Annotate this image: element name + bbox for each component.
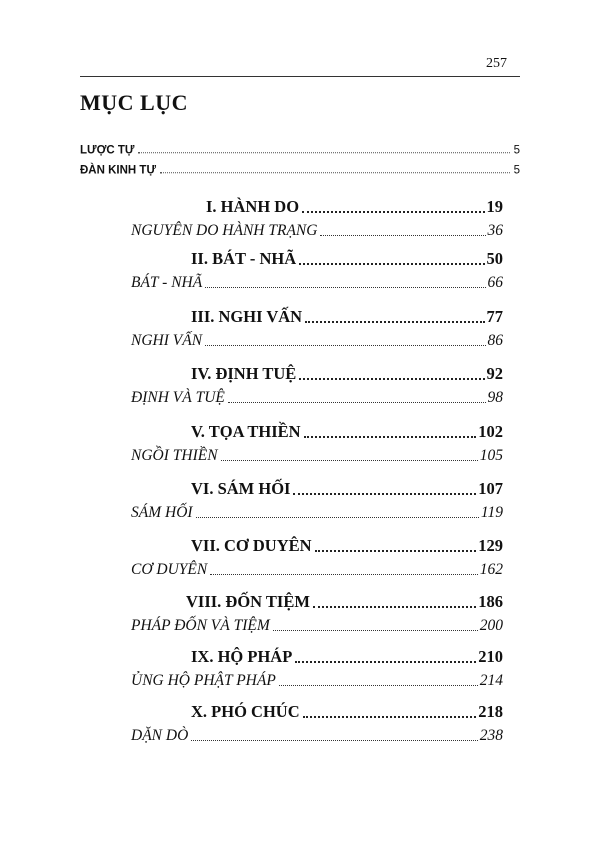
subsection-title: NGỒI THIỀN <box>131 447 218 464</box>
subsection-entry[interactable] <box>131 721 503 745</box>
chapter-entry[interactable] <box>131 698 503 722</box>
dot-leader <box>293 492 476 495</box>
dot-leader <box>221 459 478 461</box>
chapter-page: 186 <box>478 592 503 611</box>
dot-leader <box>295 660 476 663</box>
dot-leader <box>205 286 485 288</box>
toc-entry[interactable] <box>80 160 520 177</box>
subsection-title: SÁM HỐI <box>131 504 193 521</box>
subsection-entry[interactable] <box>131 555 503 579</box>
subsection-entry[interactable] <box>131 498 503 522</box>
dot-leader <box>138 151 509 153</box>
dot-leader <box>304 435 477 438</box>
toc-entry-title: LƯỢC TỰ <box>80 143 135 157</box>
chapter-page: 77 <box>486 307 503 326</box>
chapter-page: 210 <box>478 647 503 666</box>
toc-title: MỤC LỤC <box>80 90 188 115</box>
dot-leader <box>302 210 484 213</box>
toc-entry-title: ĐÀN KINH TỰ <box>80 163 156 177</box>
subsection-title: DẶN DÒ <box>131 727 189 744</box>
dot-leader <box>315 549 477 552</box>
chapter-page: 107 <box>478 479 503 498</box>
dot-leader <box>228 401 486 403</box>
dot-leader <box>160 171 510 173</box>
chapter-heading: VI. SÁM HỐI <box>191 479 291 498</box>
chapter-page: 218 <box>478 702 503 721</box>
subsection-page: 36 <box>487 222 503 239</box>
chapter-heading: X. PHÓ CHÚC <box>191 702 300 721</box>
toc-entry-page: 5 <box>513 163 520 177</box>
chapter-heading: I. HÀNH DO <box>206 197 300 216</box>
subsection-entry[interactable] <box>131 441 503 465</box>
chapter-entry[interactable] <box>131 475 503 499</box>
dot-leader <box>303 715 477 718</box>
subsection-title: BÁT - NHÃ <box>131 274 203 291</box>
chapter-entry[interactable] <box>131 588 503 612</box>
dot-leader <box>313 605 476 608</box>
dot-leader <box>305 320 484 323</box>
chapter-page: 50 <box>486 249 503 268</box>
chapter-entry[interactable] <box>131 245 503 269</box>
chapter-heading: IV. ĐỊNH TUỆ <box>191 364 297 383</box>
dot-leader <box>273 629 478 631</box>
chapter-entry[interactable] <box>131 643 503 667</box>
subsection-page: 214 <box>479 672 503 689</box>
dot-leader <box>299 262 484 265</box>
subsection-entry[interactable] <box>131 326 503 350</box>
chapter-page: 19 <box>486 197 503 216</box>
subsection-title: ỦNG HỘ PHẬT PHÁP <box>131 672 276 689</box>
dot-leader <box>320 234 485 236</box>
chapter-page: 92 <box>486 364 503 383</box>
subsection-title: CƠ DUYÊN <box>131 561 208 578</box>
chapter-heading: V. TỌA THIỀN <box>191 422 301 441</box>
dot-leader <box>191 739 477 741</box>
header-rule <box>80 76 520 77</box>
chapter-entry[interactable] <box>131 418 503 442</box>
toc-entry[interactable] <box>80 140 520 157</box>
chapter-heading: VII. CƠ DUYÊN <box>191 536 312 555</box>
chapter-entry[interactable] <box>131 193 503 217</box>
subsection-title: NGUYÊN DO HÀNH TRẠNG <box>131 222 318 239</box>
subsection-title: ĐỊNH VÀ TUỆ <box>131 389 225 406</box>
subsection-page: 98 <box>487 389 503 406</box>
toc-entry-page: 5 <box>513 143 520 157</box>
dot-leader <box>196 516 479 518</box>
subsection-page: 66 <box>487 274 503 291</box>
subsection-page: 105 <box>479 447 503 464</box>
chapter-entry[interactable] <box>131 532 503 556</box>
subsection-page: 86 <box>487 332 503 349</box>
subsection-entry[interactable] <box>131 383 503 407</box>
chapter-heading: II. BÁT - NHÃ <box>191 249 297 268</box>
chapter-page: 129 <box>478 536 503 555</box>
dot-leader <box>205 344 485 346</box>
subsection-title: NGHI VẤN <box>131 332 203 349</box>
dot-leader <box>299 377 484 380</box>
subsection-entry[interactable] <box>131 268 503 292</box>
chapter-page: 102 <box>478 422 503 441</box>
dot-leader <box>279 684 478 686</box>
subsection-page: 200 <box>479 617 503 634</box>
subsection-entry[interactable] <box>131 666 503 690</box>
chapter-heading: III. NGHI VẤN <box>191 307 303 326</box>
subsection-entry[interactable] <box>131 611 503 635</box>
dot-leader <box>210 573 478 575</box>
chapter-heading: VIII. ĐỐN TIỆM <box>186 592 310 611</box>
subsection-entry[interactable] <box>131 216 503 240</box>
page-number: 257 <box>486 56 507 71</box>
subsection-page: 119 <box>480 504 503 521</box>
chapter-entry[interactable] <box>131 303 503 327</box>
subsection-title: PHÁP ĐỐN VÀ TIỆM <box>131 617 270 634</box>
subsection-page: 238 <box>479 727 503 744</box>
chapter-heading: IX. HỘ PHÁP <box>191 647 293 666</box>
subsection-page: 162 <box>479 561 503 578</box>
chapter-entry[interactable] <box>131 360 503 384</box>
